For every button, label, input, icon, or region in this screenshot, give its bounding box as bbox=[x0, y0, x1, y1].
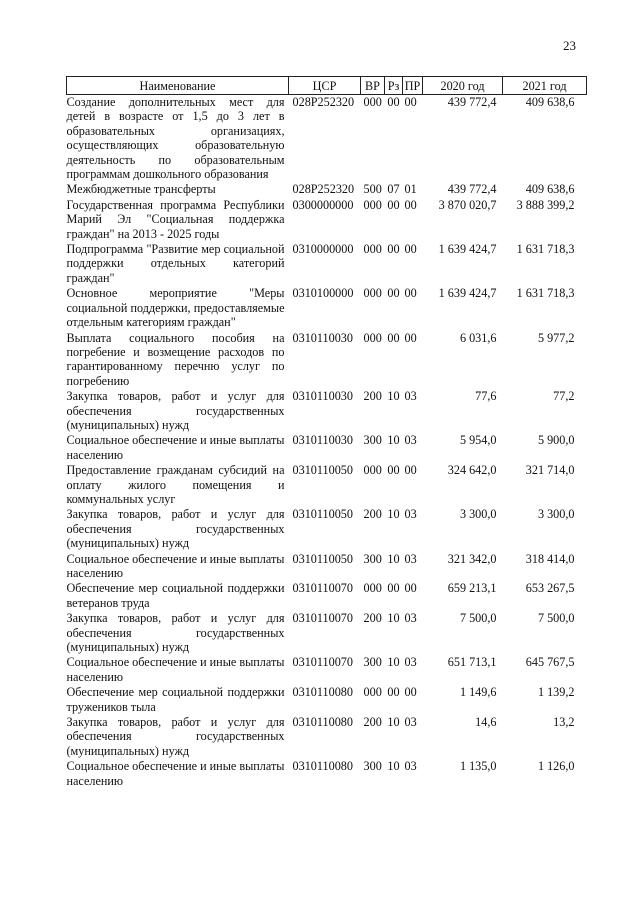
cell-name: Социальное обеспечение и иные выплаты населению bbox=[66, 759, 285, 788]
cell-vr: 000 bbox=[363, 242, 382, 257]
cell-2021: 5 977,2 bbox=[537, 330, 575, 345]
cell-pr: 00 bbox=[404, 685, 417, 700]
table-row bbox=[67, 182, 587, 197]
cell-pr: 00 bbox=[404, 242, 417, 257]
cell-name: Создание дополнительных мест для детей в возрасте от 1,5 до 3 лет в образовательных организациях, осуществляющих образовательную деятельность по образовательным программам дошкольного образования bbox=[66, 95, 285, 182]
cell-vr: 000 bbox=[363, 685, 382, 700]
table-row bbox=[67, 715, 587, 759]
cell-name: Закупка товаров, работ и услуг для обеспечения государственных (муниципальных) нужд bbox=[66, 611, 285, 655]
cell-vr: 300 bbox=[363, 551, 382, 566]
cell-csr: 0310110050 bbox=[292, 463, 353, 478]
table-header bbox=[67, 77, 587, 95]
cell-pr: 03 bbox=[404, 389, 417, 404]
cell-2021: 1 631 718,3 bbox=[516, 242, 575, 257]
cell-rz: 00 bbox=[387, 95, 400, 109]
cell-csr: 0310110070 bbox=[292, 581, 353, 596]
cell-name: Закупка товаров, работ и услуг для обеспечения государственных (муниципальных) нужд bbox=[66, 389, 285, 432]
cell-2020: 651 713,1 bbox=[447, 655, 497, 670]
cell-2021: 7 500,0 bbox=[537, 611, 575, 626]
cell-rz: 00 bbox=[387, 463, 400, 478]
cell-2020: 1 639 424,7 bbox=[438, 242, 497, 257]
cell-csr: 0310100000 bbox=[292, 286, 354, 301]
cell-rz: 10 bbox=[387, 611, 400, 626]
table-row bbox=[67, 95, 587, 183]
table-row bbox=[67, 759, 587, 789]
cell-2020: 14,6 bbox=[475, 715, 497, 730]
cell-rz: 10 bbox=[387, 507, 400, 522]
cell-rz: 00 bbox=[387, 286, 400, 301]
table-row bbox=[67, 685, 587, 715]
cell-pr: 00 bbox=[404, 581, 417, 596]
cell-2020: 6 031,6 bbox=[459, 330, 497, 345]
cell-vr: 000 bbox=[363, 197, 382, 212]
cell-2021: 318 414,0 bbox=[525, 551, 575, 566]
cell-csr: 028P252320 bbox=[292, 95, 355, 109]
cell-vr: 000 bbox=[363, 286, 382, 301]
table-row bbox=[67, 552, 587, 582]
cell-2020: 321 342,0 bbox=[447, 551, 497, 566]
cell-2021: 645 767,5 bbox=[525, 655, 575, 670]
cell-name: Основное мероприятие "Меры социальной поддержки, предоставляемые отдельным категориям граждан" bbox=[66, 286, 285, 330]
cell-pr: 00 bbox=[404, 330, 417, 345]
cell-name: Закупка товаров, работ и услуг для обеспечения государственных (муниципальных) нужд bbox=[66, 715, 285, 758]
cell-vr: 300 bbox=[363, 655, 382, 670]
header-rz: Рз bbox=[385, 77, 403, 95]
cell-name: Закупка товаров, работ и услуг для обеспечения государственных (муниципальных) нужд bbox=[66, 507, 285, 551]
cell-rz: 10 bbox=[387, 759, 400, 774]
table-row bbox=[67, 433, 587, 463]
cell-2020: 3 870 020,7 bbox=[438, 197, 497, 212]
cell-pr: 03 bbox=[404, 715, 417, 730]
table-row bbox=[67, 463, 587, 507]
cell-name: Подпрограмма "Развитие мер социальной поддержки отдельных категорий граждан" bbox=[66, 242, 285, 285]
cell-2021: 3 888 399,2 bbox=[516, 197, 575, 212]
header-name: Наименование bbox=[67, 77, 289, 95]
cell-2021: 5 900,0 bbox=[537, 433, 575, 448]
cell-csr: 0310110050 bbox=[292, 551, 353, 566]
cell-rz: 00 bbox=[387, 685, 400, 700]
cell-2021: 1 126,0 bbox=[537, 759, 575, 774]
cell-2021: 77,2 bbox=[553, 389, 575, 404]
cell-pr: 00 bbox=[404, 286, 417, 301]
cell-name: Обеспечение мер социальной поддержки ветеранов труда bbox=[66, 581, 285, 610]
header-csr: ЦСР bbox=[289, 77, 361, 95]
cell-pr: 03 bbox=[404, 611, 417, 626]
cell-pr: 03 bbox=[404, 759, 417, 774]
cell-vr: 500 bbox=[363, 182, 382, 197]
page-number: 23 bbox=[563, 38, 576, 53]
cell-csr: 0310110070 bbox=[292, 611, 353, 626]
cell-rz: 00 bbox=[387, 581, 400, 596]
cell-pr: 03 bbox=[404, 507, 417, 522]
cell-csr: 0310110030 bbox=[292, 433, 353, 448]
table-row bbox=[67, 507, 587, 551]
cell-vr: 000 bbox=[363, 330, 382, 345]
cell-vr: 300 bbox=[363, 433, 382, 448]
cell-2020: 77,6 bbox=[475, 389, 497, 404]
cell-2021: 409 638,6 bbox=[525, 182, 575, 197]
table-body bbox=[67, 95, 587, 790]
cell-2021: 13,2 bbox=[553, 715, 575, 730]
cell-vr: 200 bbox=[363, 715, 382, 730]
cell-vr: 200 bbox=[363, 507, 382, 522]
cell-pr: 03 bbox=[404, 433, 417, 448]
cell-csr: 0310110080 bbox=[292, 685, 353, 700]
budget-table bbox=[66, 76, 587, 789]
cell-rz: 10 bbox=[387, 655, 400, 670]
cell-rz: 10 bbox=[387, 389, 400, 404]
cell-2020: 3 300,0 bbox=[459, 507, 497, 522]
cell-csr: 0310110030 bbox=[292, 389, 353, 404]
cell-name: Предоставление гражданам субсидий на оплату жилого помещения и коммунальных услуг bbox=[66, 463, 285, 506]
cell-pr: 03 bbox=[404, 655, 417, 670]
cell-vr: 000 bbox=[363, 463, 382, 478]
cell-vr: 200 bbox=[363, 389, 382, 404]
cell-2020: 1 639 424,7 bbox=[438, 286, 497, 301]
table-row bbox=[67, 198, 587, 242]
cell-2020: 5 954,0 bbox=[459, 433, 497, 448]
cell-csr: 028P252320 bbox=[292, 182, 355, 197]
cell-name: Государственная программа Республики Марий Эл "Социальная поддержка граждан" на 2013 - 2025 годы bbox=[66, 197, 285, 241]
cell-csr: 0300000000 bbox=[292, 197, 354, 212]
cell-pr: 01 bbox=[404, 182, 417, 197]
cell-2020: 7 500,0 bbox=[459, 611, 497, 626]
cell-rz: 00 bbox=[387, 330, 400, 345]
cell-pr: 00 bbox=[404, 95, 417, 109]
cell-name: Выплата социального пособия на погребение и возмещение расходов по гарантированному перечню услуг по погребению bbox=[66, 330, 285, 388]
cell-2021: 653 267,5 bbox=[525, 581, 575, 596]
cell-name: Обеспечение мер социальной поддержки тружеников тыла bbox=[66, 685, 285, 714]
table-row bbox=[67, 286, 587, 330]
cell-vr: 000 bbox=[363, 95, 382, 109]
cell-vr: 300 bbox=[363, 759, 382, 774]
table-row bbox=[67, 611, 587, 655]
cell-2020: 439 772,4 bbox=[447, 182, 497, 197]
cell-rz: 10 bbox=[387, 715, 400, 730]
cell-2021: 409 638,6 bbox=[525, 95, 575, 109]
header-vr: ВР bbox=[361, 77, 385, 95]
table-row bbox=[67, 655, 587, 685]
cell-csr: 0310110030 bbox=[292, 330, 353, 345]
cell-csr: 0310000000 bbox=[292, 242, 354, 257]
cell-name: Социальное обеспечение и иные выплаты населению bbox=[66, 433, 285, 462]
header-2021: 2021 год bbox=[503, 77, 587, 95]
header-pr: ПР bbox=[403, 77, 423, 95]
cell-2020: 1 135,0 bbox=[459, 759, 497, 774]
cell-pr: 00 bbox=[404, 197, 417, 212]
cell-2020: 324 642,0 bbox=[447, 463, 497, 478]
cell-csr: 0310110080 bbox=[292, 715, 353, 730]
cell-csr: 0310110050 bbox=[292, 507, 353, 522]
cell-name: Социальное обеспечение и иные выплаты населению bbox=[66, 655, 285, 684]
cell-vr: 000 bbox=[363, 581, 382, 596]
cell-csr: 0310110080 bbox=[292, 759, 353, 774]
table-row bbox=[67, 331, 587, 390]
cell-rz: 10 bbox=[387, 433, 400, 448]
cell-2021: 3 300,0 bbox=[537, 507, 575, 522]
table-row bbox=[67, 389, 587, 433]
table-row bbox=[67, 581, 587, 611]
cell-2020: 439 772,4 bbox=[447, 95, 497, 109]
cell-pr: 00 bbox=[404, 463, 417, 478]
cell-2021: 1 139,2 bbox=[537, 685, 575, 700]
cell-2021: 1 631 718,3 bbox=[516, 286, 575, 301]
cell-vr: 200 bbox=[363, 611, 382, 626]
cell-rz: 00 bbox=[387, 242, 400, 257]
table-row bbox=[67, 242, 587, 286]
cell-name: Межбюджетные трансферты bbox=[66, 182, 216, 197]
header-2020: 2020 год bbox=[423, 77, 503, 95]
cell-2021: 321 714,0 bbox=[525, 463, 575, 478]
cell-rz: 10 bbox=[387, 551, 400, 566]
cell-2020: 1 149,6 bbox=[459, 685, 497, 700]
cell-csr: 0310110070 bbox=[292, 655, 353, 670]
cell-pr: 03 bbox=[404, 551, 417, 566]
cell-2020: 659 213,1 bbox=[447, 581, 497, 596]
cell-name: Социальное обеспечение и иные выплаты населению bbox=[66, 551, 285, 580]
cell-rz: 00 bbox=[387, 197, 400, 212]
cell-rz: 07 bbox=[387, 182, 400, 197]
